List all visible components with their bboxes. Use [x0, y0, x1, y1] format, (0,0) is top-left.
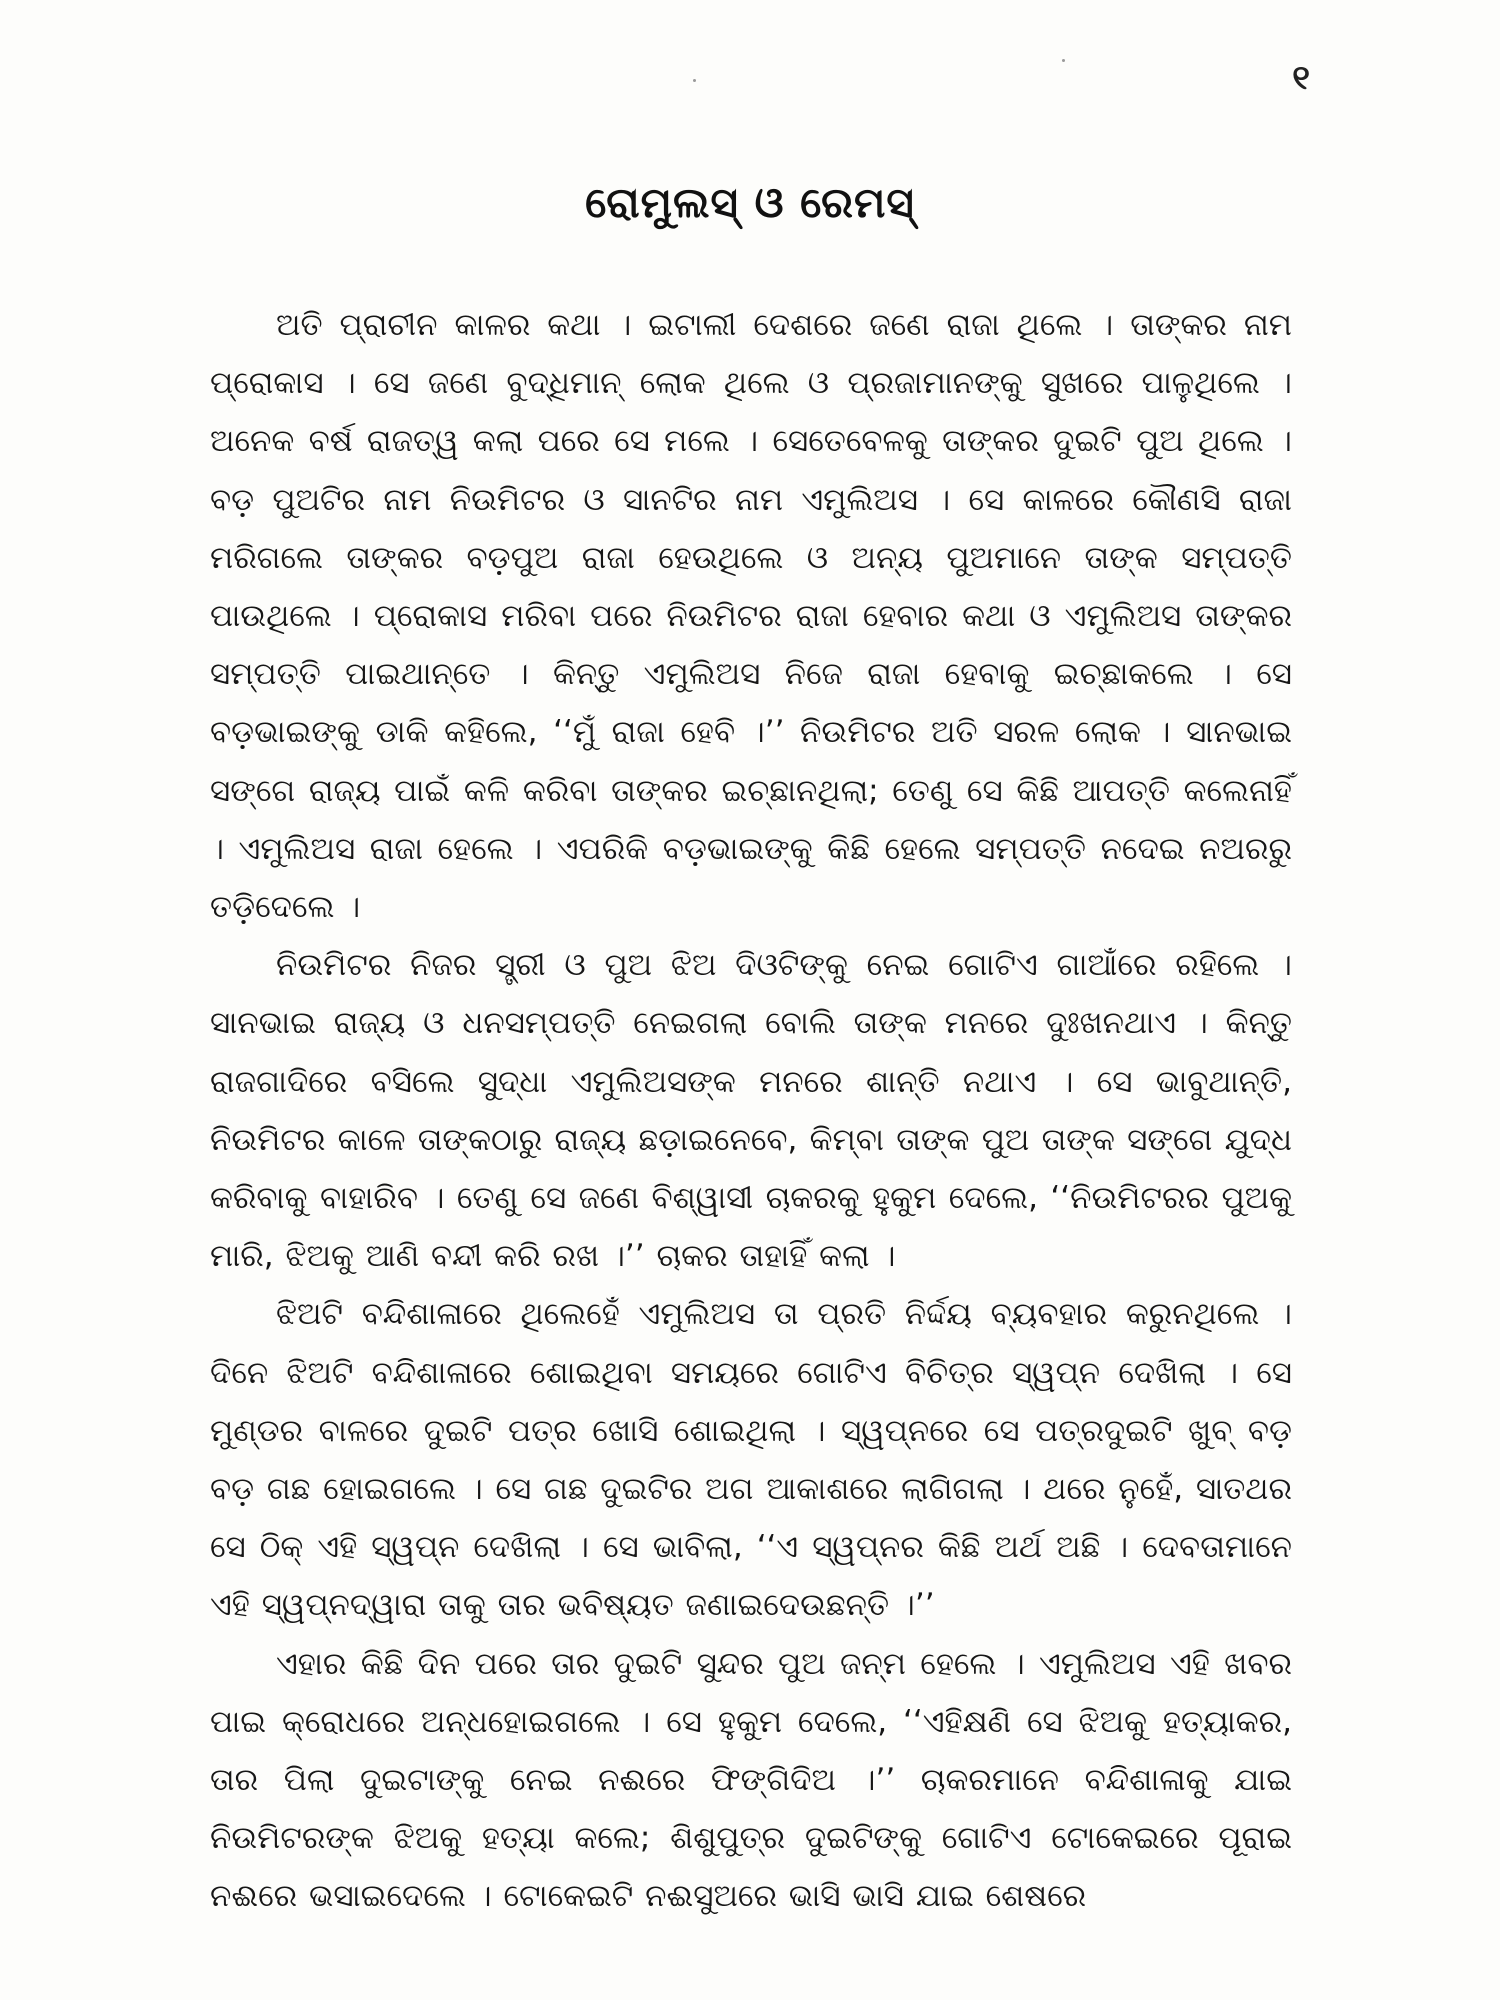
chapter-title: ରୋମୁଲସ୍ ଓ ରେମସ୍: [585, 178, 915, 227]
paragraph-4: ଏହାର କିଛି ଦିନ ପରେ ତାର ଦୁଇଟି ସୁନ୍ଦର ପୁଅ ଜନ୍ମ ହେଲେ । ଏମୁଲିଅସ ଏହି ଖବର ପାଇ କ୍ରୋଧରେ ଅନ୍ଧହୋଇଗଲେ । ସେ ହୁକୁମ ଦେଲେ, ‘‘ଏହିକ୍ଷଣି ସେ ଝିଅକୁ ହତ୍ୟାକର, ତାର ପିଲା ଦୁଇଟାଙ୍କୁ ନେଇ ନଈରେ ଫିଙ୍ଗିଦିଅ ।’’ ଚାକରମାନେ ବନ୍ଦିଶାଳାକୁ ଯାଇ ନିଉମିଟରଙ୍କ ଝିଅକୁ ହତ୍ୟା କଲେ; ଶିଶୁପୁତ୍ର ଦୁଇଟିଙ୍କୁ ଗୋଟିଏ ଟୋକେଇରେ ପୂରାଇ ନଈରେ ଭସାଇଦେଲେ । ଟୋକେଇଟି ନଈସୁଅରେ ଭାସି ଭାସି ଯାଇ ଶେଷରେ: [210, 1645, 1292, 1915]
paragraph-3: ଝିଅଟି ବନ୍ଦିଶାଳାରେ ଥିଲେହେଁ ଏମୁଲିଅସ ତା ପ୍ରତି ନିର୍ଦ୍ଦୟ ବ୍ୟବହାର କରୁନଥିଲେ । ଦିନେ ଝିଅଟି ବନ୍ଦିଶାଳାରେ ଶୋଇଥିବା ସମୟରେ ଗୋଟିଏ ବିଚିତ୍ର ସ୍ୱପ୍ନ ଦେଖିଲା । ସେ ମୁଣ୍ଡର ବାଳରେ ଦୁଇଟି ପତ୍ର ଖୋସି ଶୋଇଥିଲା । ସ୍ୱପ୍ନରେ ସେ ପତ୍ରଦୁଇଟି ଖୁବ୍ ବଡ଼ ବଡ଼ ଗଛ ହୋଇଗଲେ । ସେ ଗଛ ଦୁଇଟିର ଅଗ ଆକାଶରେ ଲାଗିଗଲା । ଥରେ ନୁହେଁ, ସାତଥର ସେ ଠିକ୍ ଏହି ସ୍ୱପ୍ନ ଦେଖିଲା । ସେ ଭାବିଲା, ‘‘ଏ ସ୍ୱପ୍ନର କିଛି ଅର୍ଥ ଅଛି । ଦେବତାମାନେ ଏହି ସ୍ୱପ୍ନଦ୍ୱାରା ତାକୁ ତାର ଭବିଷ୍ୟତ ଜଣାଇଦେଉଛନ୍ତି ।’’: [210, 1296, 1292, 1624]
paper-speck: [693, 79, 696, 82]
paragraph-2: ନିଉମିଟର ନିଜର ସ୍ତ୍ରୀ ଓ ପୁଅ ଝିଅ ଦିଓଟିଙ୍କୁ ନେଇ ଗୋଟିଏ ଗାଆଁରେ ରହିଲେ । ସାନଭାଇ ରାଜ୍ୟ ଓ ଧନସମ୍ପତ୍ତି ନେଇଗଲା ବୋଲି ତାଙ୍କ ମନରେ ଦୁଃଖନଥାଏ । କିନ୍ତୁ ରାଜଗାଦିରେ ବସିଲେ ସୁଦ୍ଧା ଏମୁଲିଅସଙ୍କ ମନରେ ଶାନ୍ତି ନଥାଏ । ସେ ଭାବୁଥାନ୍ତି, ନିଉମିଟର କାଳେ ତାଙ୍କଠାରୁ ରାଜ୍ୟ ଛଡ଼ାଇନେବେ, କିମ୍ବା ତାଙ୍କ ପୁଅ ତାଙ୍କ ସଙ୍ଗେ ଯୁଦ୍ଧ କରିବାକୁ ବାହାରିବ । ତେଣୁ ସେ ଜଣେ ବିଶ୍ୱାସୀ ଚାକରକୁ ହୁକୁମ ଦେଲେ, ‘‘ନିଉମିଟରର ପୁଅକୁ ମାରି, ଝିଅକୁ ଆଣି ବନ୍ଦୀ କରି ରଖ ।’’ ଚାକର ତାହାହିଁ କଲା ।: [210, 947, 1292, 1275]
paper-speck: [1062, 59, 1065, 62]
body-text: [210, 296, 1292, 1926]
page-number: ୧: [1292, 58, 1310, 98]
paragraph-1: ଅତି ପ୍ରାଚୀନ କାଳର କଥା । ଇଟାଲୀ ଦେଶରେ ଜଣେ ରାଜା ଥିଲେ । ତାଙ୍କର ନାମ ପ୍ରୋକାସ । ସେ ଜଣେ ବୁଦ୍ଧିମାନ୍ ଲୋକ ଥିଲେ ଓ ପ୍ରଜାମାନଙ୍କୁ ସୁଖରେ ପାଳୁଥିଲେ । ଅନେକ ବର୍ଷ ରାଜତ୍ୱ କଲା ପରେ ସେ ମଲେ । ସେତେବେଳକୁ ତାଙ୍କର ଦୁଇଟି ପୁଅ ଥିଲେ । ବଡ଼ ପୁଅଟିର ନାମ ନିଉମିଟର ଓ ସାନଟିର ନାମ ଏମୁଲିଅସ । ସେ କାଳରେ କୌଣସି ରାଜା ମରିଗଲେ ତାଙ୍କର ବଡ଼ପୁଅ ରାଜା ହେଉଥିଲେ ଓ ଅନ୍ୟ ପୁଅମାନେ ତାଙ୍କ ସମ୍ପତ୍ତି ପାଉଥିଲେ । ପ୍ରୋକାସ ମରିବା ପରେ ନିଉମିଟର ରାଜା ହେବାର କଥା ଓ ଏମୁଲିଅସ ତାଙ୍କର ସମ୍ପତ୍ତି ପାଇଥାନ୍ତେ । କିନ୍ତୁ ଏମୁଲିଅସ ନିଜେ ରାଜା ହେବାକୁ ଇଚ୍ଛାକଲେ । ସେ ବଡ଼ଭାଇଙ୍କୁ ଡାକି କହିଲେ, ‘‘ମୁଁ ରାଜା ହେବି ।’’ ନିଉମିଟର ଅତି ସରଳ ଲୋକ । ସାନଭାଇ ସଙ୍ଗେ ରାଜ୍ୟ ପାଇଁ କଳି କରିବା ତାଙ୍କର ଇଚ୍ଛାନଥିଲା; ତେଣୁ ସେ କିଛି ଆପତ୍ତି କଲେନାହିଁ । ଏମୁଲିଅସ ରାଜା ହେଲେ । ଏପରିକି ବଡ଼ଭାଇଙ୍କୁ କିଛି ହେଲେ ସମ୍ପତ୍ତି ନଦେଇ ନଅରରୁ ତଡ଼ିଦେଲେ ।: [210, 307, 1292, 926]
